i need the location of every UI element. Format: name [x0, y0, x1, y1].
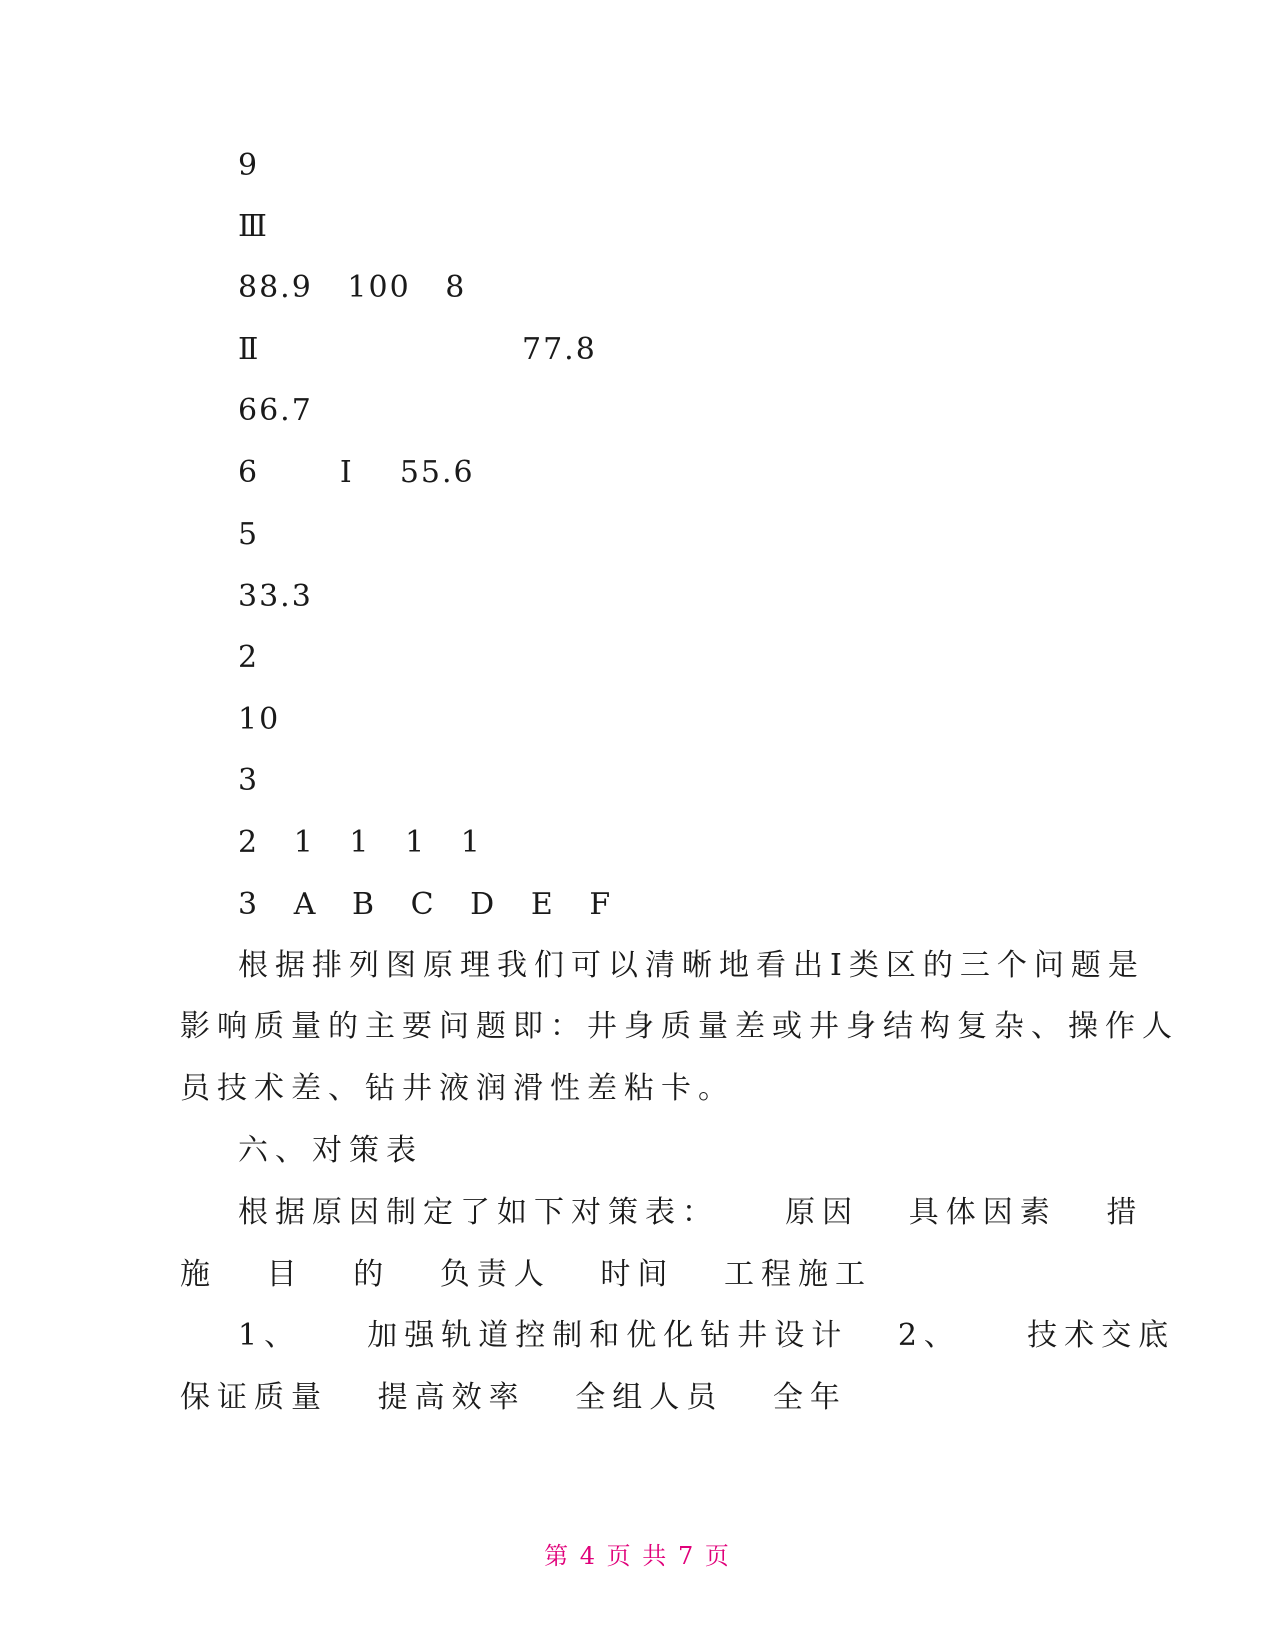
paragraph-2-line-2: 施 目 的 负责人 时间 工程施工 [180, 1257, 873, 1292]
figure-label-row-9: 2 [238, 640, 260, 675]
paragraph-2-line-1: 根据原因制定了如下对策表： 原因 具体因素 措 [238, 1195, 1144, 1230]
paragraph-3-line-1: 1、 加强轨道控制和优化钻井设计 2、 技术交底 [238, 1318, 1176, 1353]
figure-label-row-2: Ⅲ [238, 209, 269, 244]
paragraph-1-line-3: 员技术差、钻井液润滑性差粘卡。 [180, 1071, 735, 1106]
figure-label-row-13: 3 A B C D E F [238, 887, 613, 922]
figure-label-row-8: 33.3 [238, 579, 313, 614]
section-heading: 六、对策表 [238, 1133, 423, 1168]
figure-label-row-1: 9 [238, 148, 260, 183]
figure-label-row-4-right: 77.8 [522, 332, 597, 367]
figure-label-row-4-left: Ⅱ [238, 332, 261, 367]
figure-label-row-3: 88.9 100 8 [238, 270, 467, 305]
figure-label-row-6: 6 Ⅰ 55.6 [238, 455, 475, 490]
figure-label-row-12: 2 1 1 1 1 [238, 825, 482, 860]
figure-label-row-5: 66.7 [238, 393, 313, 428]
paragraph-1-line-1: 根据排列图原理我们可以清晰地看出Ⅰ类区的三个问题是 [238, 948, 1145, 983]
page-number-footer: 第 4 页 共 7 页 [544, 1542, 731, 1570]
figure-label-row-11: 3 [238, 763, 260, 798]
paragraph-1-line-2: 影响质量的主要问题即：井身质量差或井身结构复杂、操作人 [180, 1009, 1179, 1044]
paragraph-3-line-2: 保证质量 提高效率 全组人员 全年 [180, 1380, 847, 1415]
figure-label-row-7: 5 [238, 517, 260, 552]
figure-label-row-10: 10 [238, 702, 281, 737]
